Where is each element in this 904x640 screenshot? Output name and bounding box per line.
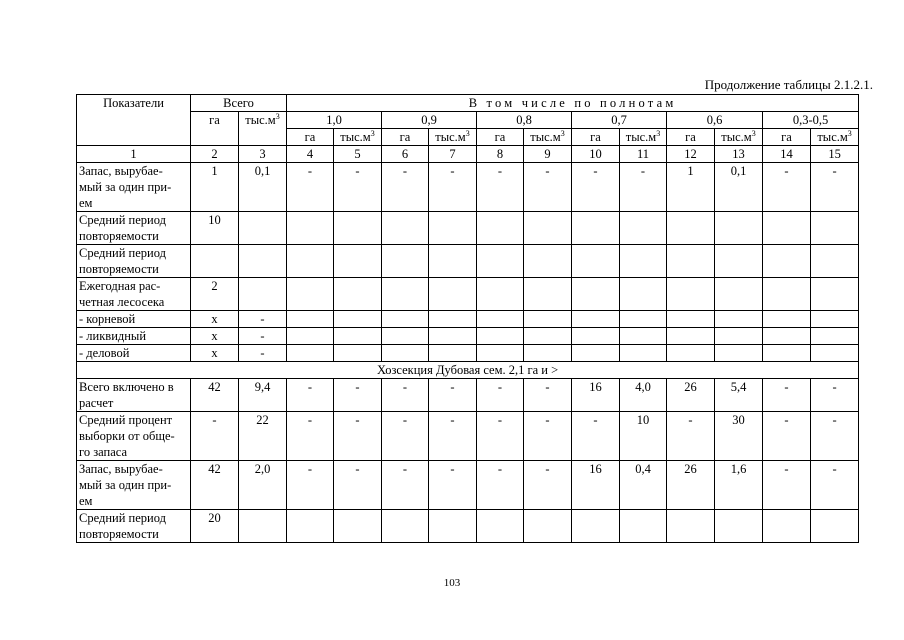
row-label-line: Всего включено в: [79, 380, 174, 394]
density-header: 0,3-0,5: [763, 112, 859, 129]
table-row: [77, 163, 859, 212]
table-cell: [667, 278, 715, 311]
row-label-line: го запаса: [79, 445, 127, 459]
table-cell: [477, 311, 524, 328]
table-cell: -: [524, 412, 572, 461]
table-cell: [287, 510, 334, 543]
column-number: 2: [191, 146, 239, 163]
unit-superscript: 3: [847, 128, 852, 138]
table-cell: [811, 245, 859, 278]
table-cell: 16: [572, 379, 620, 412]
header-total: Всего: [191, 95, 287, 112]
row-label-line: Запас, вырубае-: [79, 462, 163, 476]
column-number: 1: [77, 146, 191, 163]
table-cell: [334, 311, 382, 328]
table-cell: -: [477, 163, 524, 212]
row-label: [77, 379, 191, 412]
table-row: [77, 379, 859, 412]
table-cell: 2,0: [239, 461, 287, 510]
table-cell: [763, 245, 811, 278]
table-cell: [477, 510, 524, 543]
table-row: [77, 345, 859, 362]
table-cell: [334, 345, 382, 362]
table-row: [77, 328, 859, 345]
table-cell: [334, 278, 382, 311]
row-label-line: повторяемости: [79, 262, 159, 276]
section-row: [77, 362, 859, 379]
table-cell: [620, 311, 667, 328]
table-cell: -: [572, 412, 620, 461]
table-cell: -: [620, 163, 667, 212]
row-label-line: Средний период: [79, 511, 166, 525]
column-number: 13: [715, 146, 763, 163]
table-cell: -: [287, 379, 334, 412]
table-cell: -: [811, 163, 859, 212]
table-cell: 42: [191, 379, 239, 412]
row-label-line: Средний период: [79, 213, 166, 227]
column-number: 7: [429, 146, 477, 163]
table-cell: 22: [239, 412, 287, 461]
table-cell: 42: [191, 461, 239, 510]
table-cell: [382, 345, 429, 362]
table-cell: 1,6: [715, 461, 763, 510]
row-label-line: Средний период: [79, 246, 166, 260]
table-cell: 2: [191, 278, 239, 311]
table-cell: 0,1: [239, 163, 287, 212]
table-cell: [477, 278, 524, 311]
table-cell: -: [572, 163, 620, 212]
row-label: [77, 328, 191, 345]
table-cell: [524, 311, 572, 328]
table-cell: [667, 212, 715, 245]
table-cell: 26: [667, 461, 715, 510]
table-cell: [334, 212, 382, 245]
table-cell: [239, 510, 287, 543]
table-cell: [620, 245, 667, 278]
table-cell: -: [382, 412, 429, 461]
table-cell: -: [191, 412, 239, 461]
table-cell: -: [763, 461, 811, 510]
table-cell: [334, 510, 382, 543]
table-cell: [429, 345, 477, 362]
row-label-line: ем: [79, 196, 93, 210]
table-cell: [524, 278, 572, 311]
header-row-2: [77, 112, 859, 129]
row-label-line: Ежегодная рас-: [79, 279, 161, 293]
table-cell: -: [382, 379, 429, 412]
unit-text: тыс.м: [625, 130, 657, 144]
table-cell: -: [429, 412, 477, 461]
row-label-line: ем: [79, 494, 93, 508]
table-cell: [524, 245, 572, 278]
table-cell: 0,1: [715, 163, 763, 212]
row-label-line: Средний процент: [79, 413, 173, 427]
table-cell: [429, 328, 477, 345]
table-cell: 9,4: [239, 379, 287, 412]
table-cell: [572, 212, 620, 245]
table-cell: [524, 510, 572, 543]
table-caption: Продолжение таблицы 2.1.2.1.: [704, 77, 873, 92]
table-cell: [429, 278, 477, 311]
table-cell: -: [763, 163, 811, 212]
table-cell: -: [477, 461, 524, 510]
table-cell: [763, 328, 811, 345]
density-header: 0,9: [382, 112, 477, 129]
header-row-1: [77, 95, 859, 112]
table-cell: [477, 245, 524, 278]
column-number: 6: [382, 146, 429, 163]
subheader-thous-m3: [524, 129, 572, 146]
table-cell: [763, 510, 811, 543]
table-cell: [763, 311, 811, 328]
table-cell: 20: [191, 510, 239, 543]
column-number: 14: [763, 146, 811, 163]
table-cell: х: [191, 328, 239, 345]
row-label-line: повторяемости: [79, 229, 159, 243]
unit-superscript: 3: [751, 128, 756, 138]
table-row: [77, 245, 859, 278]
unit-text: тыс.м: [817, 130, 848, 144]
table-cell: [382, 328, 429, 345]
row-label: [77, 345, 191, 362]
header-by-density: В том числе по полнотам: [287, 95, 859, 112]
table-cell: [382, 278, 429, 311]
table-cell: [477, 345, 524, 362]
table-cell: [334, 245, 382, 278]
table-cell: [572, 510, 620, 543]
table-cell: -: [334, 163, 382, 212]
table-cell: -: [763, 412, 811, 461]
table-cell: -: [477, 379, 524, 412]
subheader-ha: га: [572, 129, 620, 146]
column-number: 3: [239, 146, 287, 163]
row-label: [77, 212, 191, 245]
table-cell: [620, 278, 667, 311]
table-cell: [239, 278, 287, 311]
table-row: [77, 311, 859, 328]
table-row: [77, 461, 859, 510]
table-cell: [715, 212, 763, 245]
table-cell: [477, 328, 524, 345]
table-cell: [667, 510, 715, 543]
column-number-row: [77, 146, 859, 163]
row-label-line: расчет: [79, 396, 114, 410]
table-cell: [572, 328, 620, 345]
table-cell: [763, 278, 811, 311]
row-label: [77, 461, 191, 510]
table-cell: [287, 345, 334, 362]
data-table: [76, 94, 859, 543]
table-cell: [811, 510, 859, 543]
column-number: 9: [524, 146, 572, 163]
subheader-thous-m3: [620, 129, 667, 146]
table-cell: [334, 328, 382, 345]
unit-text: тыс.м: [530, 130, 561, 144]
column-number: 15: [811, 146, 859, 163]
table-cell: -: [239, 311, 287, 328]
row-label-line: мый за один при-: [79, 478, 172, 492]
column-number: 4: [287, 146, 334, 163]
table-cell: 10: [191, 212, 239, 245]
row-label: [77, 311, 191, 328]
table-cell: [620, 328, 667, 345]
table-row: [77, 412, 859, 461]
subheader-ha: га: [287, 129, 334, 146]
table-cell: -: [811, 461, 859, 510]
table-cell: [811, 212, 859, 245]
subheader-ha: га: [763, 129, 811, 146]
table-cell: -: [239, 328, 287, 345]
table-cell: 10: [620, 412, 667, 461]
row-label-line: четная лесосека: [79, 295, 165, 309]
section-title: Хозсекция Дубовая сем. 2,1 га и >: [77, 362, 859, 379]
table-cell: [382, 311, 429, 328]
row-label-line: мый за один при-: [79, 180, 172, 194]
header-thous-m3: $тыс.м^3$: [239, 112, 287, 146]
table-cell: -: [524, 461, 572, 510]
table-cell: [572, 345, 620, 362]
table-cell: -: [287, 461, 334, 510]
column-number: 10: [572, 146, 620, 163]
page-number: 103: [443, 577, 461, 589]
table-cell: [811, 345, 859, 362]
table-cell: 30: [715, 412, 763, 461]
subheader-thous-m3: [715, 129, 763, 146]
table-cell: 1: [667, 163, 715, 212]
row-label: [77, 245, 191, 278]
table-row: [77, 278, 859, 311]
table-cell: [715, 328, 763, 345]
subheader-thous-m3: [334, 129, 382, 146]
unit-superscript: 3: [656, 128, 661, 138]
row-label-line: повторяемости: [79, 527, 159, 541]
table-cell: -: [239, 345, 287, 362]
column-number: 5: [334, 146, 382, 163]
table-cell: [429, 510, 477, 543]
table-cell: [620, 345, 667, 362]
table-cell: [524, 328, 572, 345]
table-cell: х: [191, 311, 239, 328]
table-cell: -: [334, 412, 382, 461]
row-label-line: - деловой: [79, 346, 130, 360]
subheader-thous-m3: [429, 129, 477, 146]
table-cell: -: [763, 379, 811, 412]
density-header: 1,0: [287, 112, 382, 129]
table-cell: 1: [191, 163, 239, 212]
table-cell: 26: [667, 379, 715, 412]
table-cell: 0,4: [620, 461, 667, 510]
table-cell: [667, 245, 715, 278]
unit-superscript: 3: [560, 128, 565, 138]
table-cell: -: [382, 461, 429, 510]
subheader-ha: га: [477, 129, 524, 146]
row-label: [77, 412, 191, 461]
unit-superscript: 3: [465, 128, 470, 138]
row-label-line: - корневой: [79, 312, 136, 326]
density-header: 0,6: [667, 112, 763, 129]
table-cell: [191, 245, 239, 278]
table-cell: -: [382, 163, 429, 212]
row-label-line: - ликвидный: [79, 329, 147, 343]
table-cell: -: [667, 412, 715, 461]
table-body: [77, 95, 859, 543]
table-cell: [429, 311, 477, 328]
table-row: [77, 212, 859, 245]
table-cell: [572, 245, 620, 278]
table-cell: [524, 345, 572, 362]
table-cell: [763, 345, 811, 362]
column-number: 11: [620, 146, 667, 163]
table-cell: [667, 345, 715, 362]
table-cell: [287, 278, 334, 311]
table-cell: -: [429, 379, 477, 412]
row-label-line: выборки от обще-: [79, 429, 175, 443]
subheader-thous-m3: [811, 129, 859, 146]
table-cell: [382, 212, 429, 245]
table-cell: [620, 510, 667, 543]
header-indicators: Показатели: [77, 95, 191, 146]
table-cell: [715, 278, 763, 311]
column-number: 12: [667, 146, 715, 163]
header-ha: га: [191, 112, 239, 146]
row-label: [77, 278, 191, 311]
table-cell: [715, 311, 763, 328]
table-cell: -: [811, 412, 859, 461]
unit-text: тыс.м: [435, 130, 466, 144]
table-cell: [429, 245, 477, 278]
table-cell: [287, 311, 334, 328]
table-cell: 5,4: [715, 379, 763, 412]
table-cell: [239, 245, 287, 278]
row-label: [77, 163, 191, 212]
table-cell: -: [429, 163, 477, 212]
table-cell: [287, 328, 334, 345]
table-cell: [715, 510, 763, 543]
table-cell: -: [524, 163, 572, 212]
table-cell: 4,0: [620, 379, 667, 412]
table-cell: [287, 212, 334, 245]
table-cell: [429, 212, 477, 245]
table-cell: [811, 278, 859, 311]
density-header: 0,8: [477, 112, 572, 129]
unit-text: тыс.м: [340, 130, 371, 144]
table-cell: х: [191, 345, 239, 362]
table-cell: -: [524, 379, 572, 412]
table-cell: [667, 328, 715, 345]
table-cell: [524, 212, 572, 245]
table-cell: -: [429, 461, 477, 510]
table-cell: [620, 212, 667, 245]
density-header: 0,7: [572, 112, 667, 129]
row-label-line: Запас, вырубае-: [79, 164, 163, 178]
table-cell: [572, 278, 620, 311]
table-cell: [382, 245, 429, 278]
table-cell: [763, 212, 811, 245]
subheader-ha: га: [382, 129, 429, 146]
table-cell: -: [287, 163, 334, 212]
table-cell: [382, 510, 429, 543]
row-label: [77, 510, 191, 543]
unit-superscript: 3: [370, 128, 375, 138]
table-cell: -: [811, 379, 859, 412]
table-cell: -: [334, 461, 382, 510]
unit-text: тыс.м: [721, 130, 752, 144]
table-cell: [287, 245, 334, 278]
table-row: [77, 510, 859, 543]
column-number: 8: [477, 146, 524, 163]
table-cell: [239, 212, 287, 245]
table-cell: -: [287, 412, 334, 461]
table-cell: -: [334, 379, 382, 412]
table-cell: 16: [572, 461, 620, 510]
table-cell: [811, 328, 859, 345]
table-cell: [572, 311, 620, 328]
table-cell: [811, 311, 859, 328]
table-cell: [477, 212, 524, 245]
table-cell: [715, 245, 763, 278]
subheader-ha: га: [667, 129, 715, 146]
table-cell: [667, 311, 715, 328]
table-cell: -: [477, 412, 524, 461]
table-cell: [715, 345, 763, 362]
